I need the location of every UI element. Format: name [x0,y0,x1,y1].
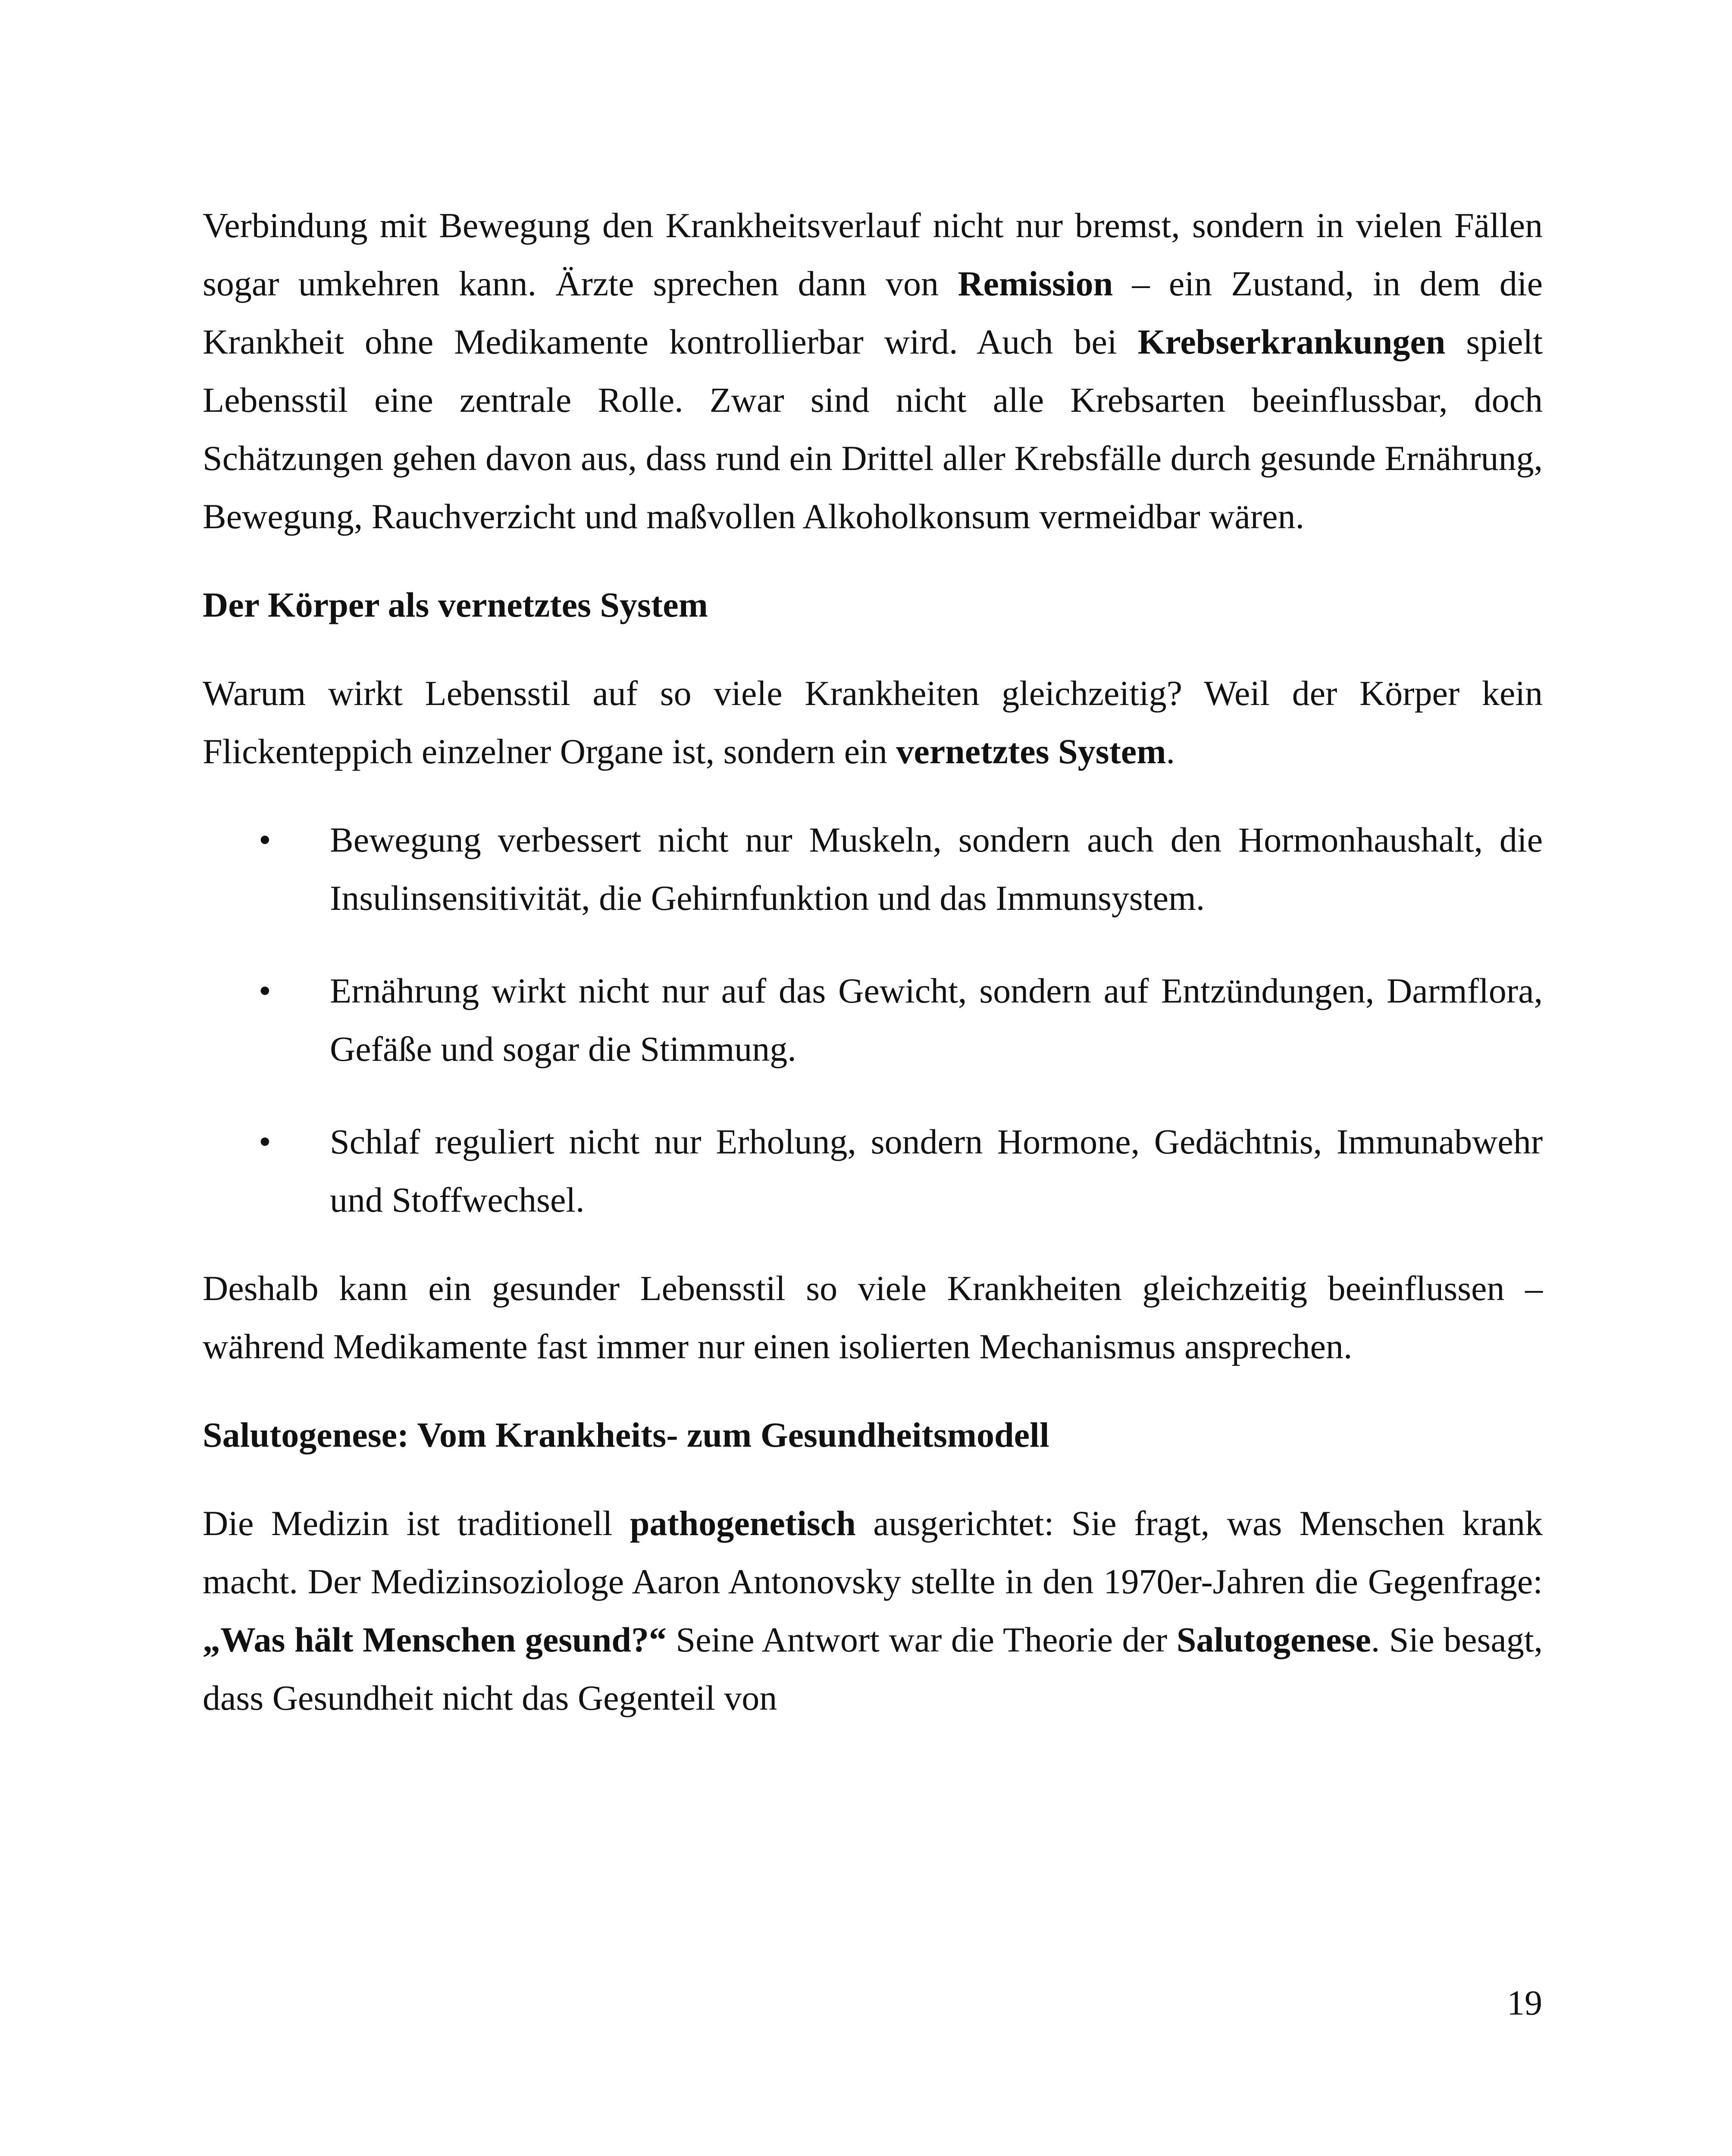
bullet-list [203,811,1543,1229]
text-run: ausgerichtet: Sie fragt, was Menschen krank macht. Der Medizinsoziologe Aaron Antonovsky stellte in den 1970er-Jahren die Gegenfrage: [203,1504,1543,1601]
section-heading-vernetztes-system: Der Körper als vernetztes System [203,585,708,624]
text-run: Warum wirkt Lebensstil auf so viele Krankheiten gleichzeitig? Weil der Körper kein Flickenteppich einzelner Organe ist, sondern ein [203,674,1543,771]
text-run: spielt Lebensstil eine zentrale Rolle. Zwar sind nicht alle Krebsarten beeinflussbar, doch Schätzungen gehen davon aus, dass rund ein Drittel aller Krebsfälle durch gesunde Ernährung, Bewegung, Rauchverzicht und maßvollen Alkoholkonsum vermeidbar wären. [203,322,1543,536]
section-heading-salutogenese: Salutogenese: Vom Krankheits- zum Gesundheitsmodell [203,1415,1049,1454]
page-number: 19 [1507,1983,1542,2022]
text-run: – ein Zustand, in dem die Krankheit ohne Medikamente kontrollierbar wird. Auch bei [203,264,1543,361]
text-run: . Sie besagt, dass Gesundheit nicht das Gegenteil von [203,1620,1543,1717]
bullet-icon: • [259,971,271,1010]
list-item-text: Bewegung verbessert nicht nur Muskeln, sondern auch den Hormonhaushalt, die Insulinsensitivität, die Gehirnfunktion und das Immunsystem. [330,820,1543,918]
list-item-text: Schlaf reguliert nicht nur Erholung, sondern Hormone, Gedächtnis, Immunabwehr und Stoffwechsel. [330,1122,1543,1219]
bold-term-vernetztes-system: vernetztes System [896,732,1166,771]
bold-term-remission: Remission [958,264,1113,303]
paragraph-salutogenese [203,1494,1543,1727]
bold-term-salutogenese: Salutogenese [1176,1620,1371,1659]
paragraph-vernetztes-system [203,664,1543,780]
paragraph-remission [203,196,1543,545]
text-run: Seine Antwort war die Theorie der [667,1620,1177,1659]
bold-quote: „Was hält Menschen gesund?“ [203,1620,667,1659]
list-item [203,811,1543,927]
list-item [203,1112,1543,1229]
paragraph-deshalb: Deshalb kann ein gesunder Lebensstil so viele Krankheiten gleichzeitig beeinflussen – während Medikamente fast immer nur einen isolierten Mechanismus ansprechen. [203,1269,1543,1366]
bullet-icon: • [259,1122,271,1161]
bullet-icon: • [259,820,271,859]
page-body [203,196,1543,1727]
text-run: Verbindung mit Bewegung den Krankheitsverlauf nicht nur bremst, sondern in vielen Fällen sogar umkehren kann. Ärzte sprechen dann von [203,206,1543,303]
bold-term-pathogenetisch: pathogenetisch [630,1504,856,1543]
list-item-text: Ernährung wirkt nicht nur auf das Gewicht, sondern auf Entzündungen, Darmflora, Gefäße und sogar die Stimmung. [330,971,1543,1069]
text-run: Die Medizin ist traditionell [203,1504,630,1543]
text-run: . [1166,732,1175,771]
list-item [203,962,1543,1078]
bold-term-krebserkrankungen: Krebserkrankungen [1137,322,1446,361]
